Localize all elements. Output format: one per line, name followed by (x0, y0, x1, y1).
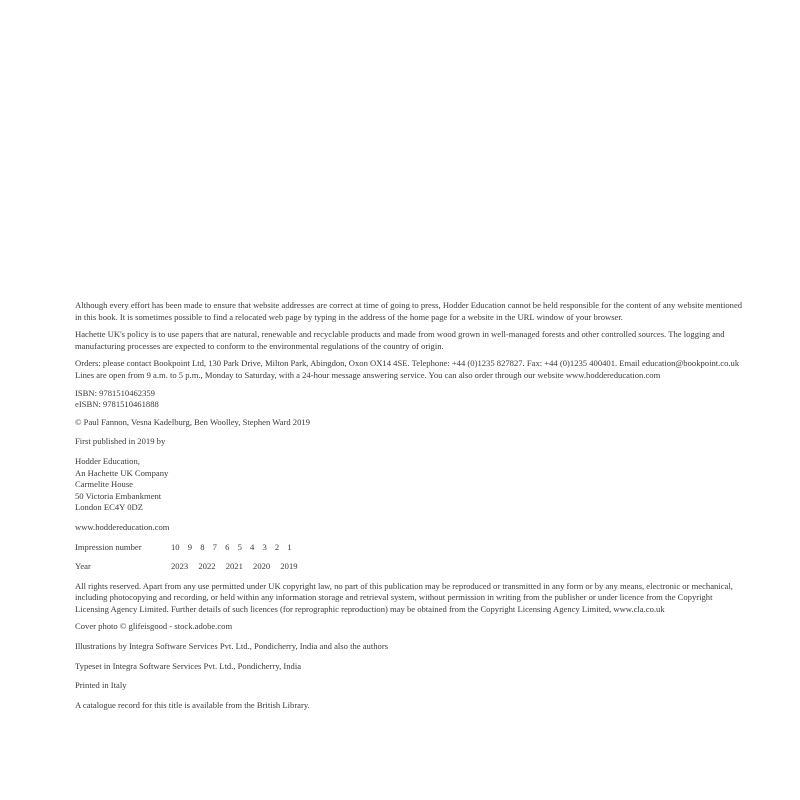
year-row (75, 561, 743, 573)
isbn-print: ISBN: 9781510462359 (75, 387, 155, 398)
printed-in: Printed in Italy (75, 680, 127, 691)
isbn-block (75, 388, 743, 411)
impression-label: Impression number (75, 541, 142, 552)
impression-value: 9 (187, 541, 193, 552)
year-value: 2021 (225, 561, 243, 572)
impression-value: 5 (237, 541, 242, 552)
impression-value: 7 (212, 541, 217, 552)
address-line: An Hachette UK Company (75, 467, 169, 478)
isbn-ebook: eISBN: 9781510461888 (75, 399, 159, 410)
catalogue-record: A catalogue record for this title is available from the British Library. (75, 699, 310, 710)
rights-paragraph: All rights reserved. Apart from any use permitted under UK copyright law, no part of this publication may be reproduced or transmitted in any form or by any means, electronic or mechanical, including photocopying and recording, or held within any information storage and retrieval system, without permission in writing from the publisher or under licence from the Copyright Licensing Agency Limited. Further details of such licences (for reprographic reproduction) may be obtained from the Copyright Licensing Agency Limited, www.cla.co.uk (75, 580, 733, 614)
address-line: London EC4Y 0DZ (75, 502, 143, 513)
impression-values (171, 542, 298, 554)
impression-value: 3 (262, 541, 267, 552)
cover-photo-credit: Cover photo © glifeisgood - stock.adobe.com (75, 621, 233, 632)
year-value: 2020 (253, 561, 271, 572)
year-label: Year (75, 561, 91, 572)
paper-policy-paragraph: Hachette UK's policy is to use papers that are natural, renewable and recyclable products and made from wood grown in well-managed forests and other controlled sources. The logging and manufacturing processes are expected to conform to the environmental regulations of the country of origin. (75, 329, 725, 351)
impression-value: 4 (250, 541, 255, 552)
address-line: Carmelite House (75, 479, 133, 490)
impression-row (75, 542, 743, 554)
publisher-address (75, 456, 743, 514)
impression-value: 10 (171, 541, 180, 552)
address-line: 50 Victoria Embankment (75, 490, 162, 501)
publisher-website: www.hoddereducation.com (75, 521, 170, 532)
year-value: 2023 (171, 561, 189, 572)
first-published-line: First published in 2019 by (75, 436, 166, 447)
impression-value: 8 (200, 541, 205, 552)
impression-value: 1 (287, 541, 292, 552)
year-value: 2022 (198, 561, 216, 572)
typeset-credit: Typeset in Integra Software Services Pvt. Ltd., Pondicherry, India (75, 660, 302, 671)
orders-paragraph: Orders: please contact Bookpoint Ltd, 130 Park Drive, Milton Park, Abingdon, Oxon OX14 4SE. Telephone: +44 (0)1235 827827. Fax: +44 (0)1235 400401. Email education@bookpoint.co.uk Lines are open from 9 a.m. to 5 p.m., Monday to Saturday, with a 24-hour message answering service. You can also order through our website www.hoddereducation.com (75, 358, 740, 380)
website-notice-paragraph: Although every effort has been made to ensure that website addresses are correct at time of going to press, Hodder Education cannot be held responsible for the content of any website mentioned in this book. It is sometimes possible to find a relocated web page by typing in the address of the home page for a website in the URL window of your browser. (75, 300, 743, 322)
impression-value: 6 (225, 541, 230, 552)
year-values (171, 561, 306, 573)
copyright-line: © Paul Fannon, Vesna Kadelburg, Ben Woolley, Stephen Ward 2019 (75, 416, 310, 427)
illustrations-credit: Illustrations by Integra Software Services Pvt. Ltd., Pondicherry, India and also the authors (75, 641, 389, 652)
imprint-page (75, 300, 743, 711)
year-value: 2019 (280, 561, 298, 572)
address-line: Hodder Education, (75, 455, 140, 466)
impression-value: 2 (274, 541, 280, 552)
